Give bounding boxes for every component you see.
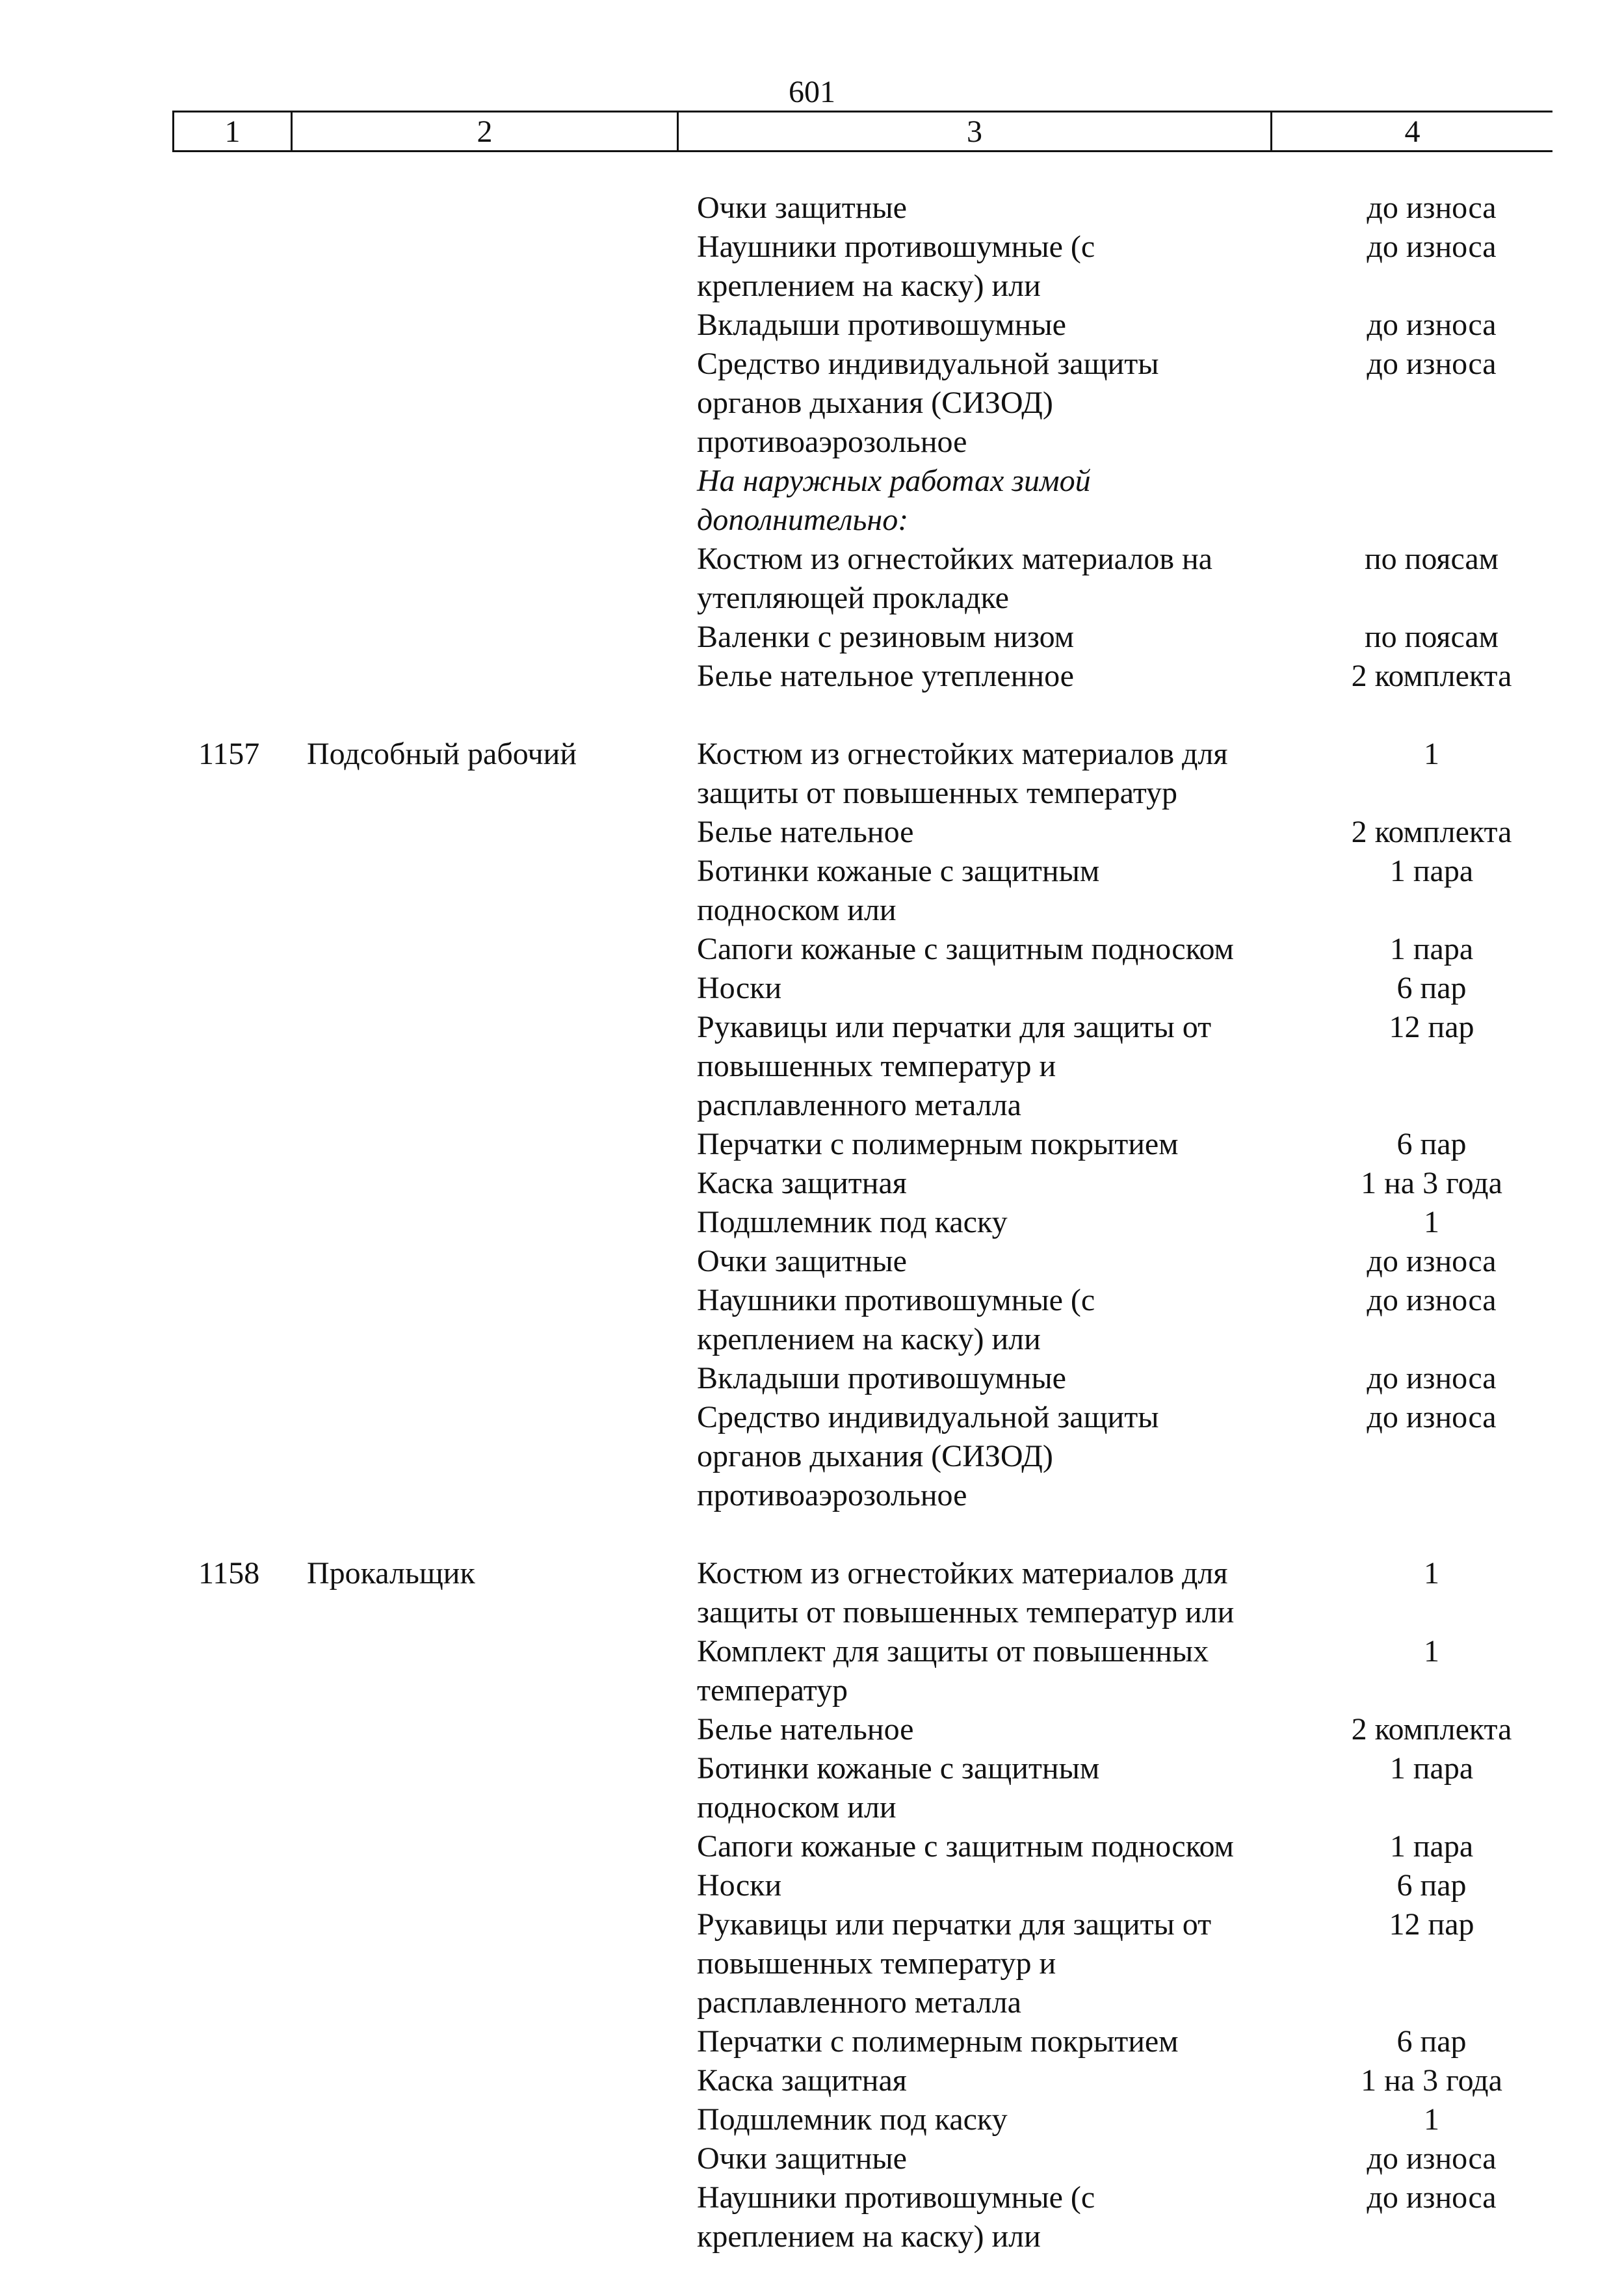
ppe-item-norm: 6 пар — [1396, 971, 1467, 1005]
ppe-item-norm: 1 — [1424, 1556, 1439, 1590]
ppe-item-norm: до износа — [1367, 2141, 1497, 2176]
ppe-item-norm: 2 комплекта — [1351, 1712, 1512, 1747]
ppe-item-norm: 1 пара — [1389, 932, 1474, 966]
ppe-item-name: Белье нательное утепленное — [697, 659, 1074, 693]
ppe-item-row — [697, 657, 1562, 696]
row-number: 1157 — [198, 737, 260, 771]
ppe-item-name: Сапоги кожаные с защитным подноском — [697, 932, 1234, 966]
row-number — [198, 189, 307, 696]
ppe-item-name: Костюм из огнестойких материалов на утепляющей прокладке — [697, 542, 1212, 615]
ppe-item-row — [697, 345, 1562, 462]
profession-name: Прокальщик — [307, 1556, 475, 1590]
ppe-item-name: Костюм из огнестойких материалов для защиты от повышенных температур — [697, 737, 1228, 810]
ppe-item-norm: по поясам — [1364, 620, 1499, 654]
ppe-item-name: Вкладыши противошумные — [697, 308, 1066, 342]
ppe-item-norm: 1 — [1424, 737, 1439, 771]
table-header-row — [172, 111, 1552, 152]
ppe-item-row — [697, 1827, 1562, 1866]
table-body — [0, 189, 1624, 2256]
header-col-1: 1 — [174, 112, 293, 150]
header-col-3: 3 — [679, 112, 1272, 150]
ppe-item-name: Комплект для защиты от повышенных температур — [697, 1634, 1209, 1708]
ppe-item-name: Носки — [697, 1868, 782, 1903]
ppe-item-row — [697, 1203, 1562, 1242]
header-col-2: 2 — [293, 112, 679, 150]
ppe-item-name: Ботинки кожаные с защитным подноском или — [697, 854, 1100, 927]
ppe-item-norm: 1 пара — [1389, 1829, 1474, 1864]
ppe-item-norm: 1 пара — [1389, 1751, 1474, 1786]
profession-group — [0, 189, 1624, 696]
ppe-item-name: Ботинки кожаные с защитным подноском или — [697, 1751, 1100, 1825]
ppe-item-name: Вкладыши противошумные — [697, 1361, 1066, 1395]
ppe-item-name: Средство индивидуальной защиты органов дыхания (СИЗОД) противоаэрозольное — [697, 1400, 1159, 1512]
ppe-item-row — [697, 306, 1562, 345]
ppe-item-name: Средство индивидуальной защиты органов дыхания (СИЗОД) противоаэрозольное — [697, 347, 1159, 459]
ppe-item-name: Очки защитные — [697, 1244, 907, 1278]
ppe-item-name: Каска защитная — [697, 2063, 907, 2098]
ppe-item-norm: до износа — [1367, 2180, 1497, 2215]
ppe-item-norm: 1 — [1424, 2102, 1439, 2137]
page-number: 601 — [789, 75, 835, 109]
ppe-item-norm: по поясам — [1364, 542, 1499, 576]
ppe-item-row — [697, 1242, 1562, 1281]
ppe-item-name: Каска защитная — [697, 1166, 907, 1200]
ppe-item-name: Перчатки с полимерным покрытием — [697, 1127, 1179, 1161]
ppe-item-norm: 6 пар — [1396, 1868, 1467, 1903]
ppe-item-norm: 2 комплекта — [1351, 659, 1512, 693]
profession-group — [0, 1554, 1624, 2256]
ppe-item-row — [697, 1164, 1562, 1203]
ppe-item-row — [697, 1398, 1562, 1515]
ppe-item-norm — [1302, 462, 1562, 540]
ppe-item-row — [697, 2022, 1562, 2061]
ppe-item-name: Белье нательное — [697, 815, 914, 849]
ppe-item-row — [697, 1749, 1562, 1827]
ppe-item-norm: 1 пара — [1389, 854, 1474, 888]
ppe-item-norm: до износа — [1367, 1361, 1497, 1395]
ppe-item-norm: до износа — [1367, 347, 1497, 381]
ppe-item-name: Очки защитные — [697, 191, 907, 225]
ppe-item-name: Подшлемник под каску — [697, 1205, 1008, 1239]
ppe-item-row — [697, 1905, 1562, 2022]
ppe-item-norm: до износа — [1367, 230, 1497, 264]
ppe-item-row — [697, 540, 1562, 618]
ppe-item-norm: до износа — [1367, 1244, 1497, 1278]
ppe-item-norm: 2 комплекта — [1351, 815, 1512, 849]
profession-group — [0, 735, 1624, 1515]
ppe-item-row — [697, 462, 1562, 540]
profession-name — [307, 189, 697, 696]
ppe-item-row — [697, 1632, 1562, 1710]
ppe-item-row — [697, 618, 1562, 657]
ppe-item-name: Перчатки с полимерным покрытием — [697, 2024, 1179, 2059]
ppe-items — [697, 735, 1562, 1515]
ppe-item-norm: 12 пар — [1389, 1907, 1474, 1942]
ppe-item-row — [697, 969, 1562, 1008]
ppe-item-norm: 1 на 3 года — [1361, 1166, 1502, 1200]
ppe-item-norm: 6 пар — [1396, 1127, 1467, 1161]
ppe-item-name: Носки — [697, 971, 782, 1005]
ppe-item-name: Костюм из огнестойких материалов для защиты от повышенных температур или — [697, 1556, 1235, 1630]
ppe-item-name: Наушники противошумные (с креплением на каску) или — [697, 1283, 1095, 1356]
ppe-item-norm: до износа — [1367, 191, 1497, 225]
ppe-item-norm: до износа — [1367, 308, 1497, 342]
ppe-item-row — [697, 2178, 1562, 2256]
ppe-item-row — [697, 1866, 1562, 1905]
ppe-item-row — [697, 930, 1562, 969]
ppe-item-norm: до износа — [1367, 1400, 1497, 1434]
ppe-item-norm: 12 пар — [1389, 1010, 1474, 1044]
row-number: 1158 — [198, 1556, 260, 1590]
ppe-item-norm: до износа — [1367, 1283, 1497, 1317]
ppe-item-norm: 1 на 3 года — [1361, 2063, 1502, 2098]
section-note: На наружных работах зимой дополнительно: — [697, 464, 1091, 537]
ppe-item-row — [697, 735, 1562, 813]
ppe-item-norm: 1 — [1424, 1205, 1439, 1239]
ppe-item-row — [697, 852, 1562, 930]
ppe-item-row — [697, 228, 1562, 306]
ppe-item-row — [697, 2100, 1562, 2139]
ppe-item-row — [697, 1125, 1562, 1164]
ppe-items — [697, 1554, 1562, 2256]
ppe-item-name: Сапоги кожаные с защитным подноском — [697, 1829, 1234, 1864]
ppe-item-row — [697, 1554, 1562, 1632]
ppe-item-name: Наушники противошумные (с креплением на каску) или — [697, 2180, 1095, 2254]
ppe-items — [697, 189, 1562, 696]
ppe-item-row — [697, 1359, 1562, 1398]
ppe-item-row — [697, 1281, 1562, 1359]
ppe-item-row — [697, 1008, 1562, 1125]
ppe-item-name: Наушники противошумные (с креплением на каску) или — [697, 230, 1095, 303]
header-col-4: 4 — [1404, 114, 1421, 149]
ppe-item-name: Белье нательное — [697, 1712, 914, 1747]
ppe-item-name: Рукавицы или перчатки для защиты от повышенных температур и расплавленного металла — [697, 1010, 1212, 1122]
ppe-item-row — [697, 189, 1562, 228]
profession-name: Подсобный рабочий — [307, 737, 577, 771]
ppe-item-row — [697, 2061, 1562, 2100]
ppe-item-norm: 1 — [1424, 1634, 1439, 1669]
ppe-item-name: Валенки с резиновым низом — [697, 620, 1075, 654]
ppe-item-norm: 6 пар — [1396, 2024, 1467, 2059]
ppe-item-name: Подшлемник под каску — [697, 2102, 1008, 2137]
ppe-item-name: Очки защитные — [697, 2141, 907, 2176]
ppe-item-row — [697, 813, 1562, 852]
ppe-item-name: Рукавицы или перчатки для защиты от повышенных температур и расплавленного металла — [697, 1907, 1212, 2020]
ppe-item-row — [697, 1710, 1562, 1749]
ppe-item-row — [697, 2139, 1562, 2178]
